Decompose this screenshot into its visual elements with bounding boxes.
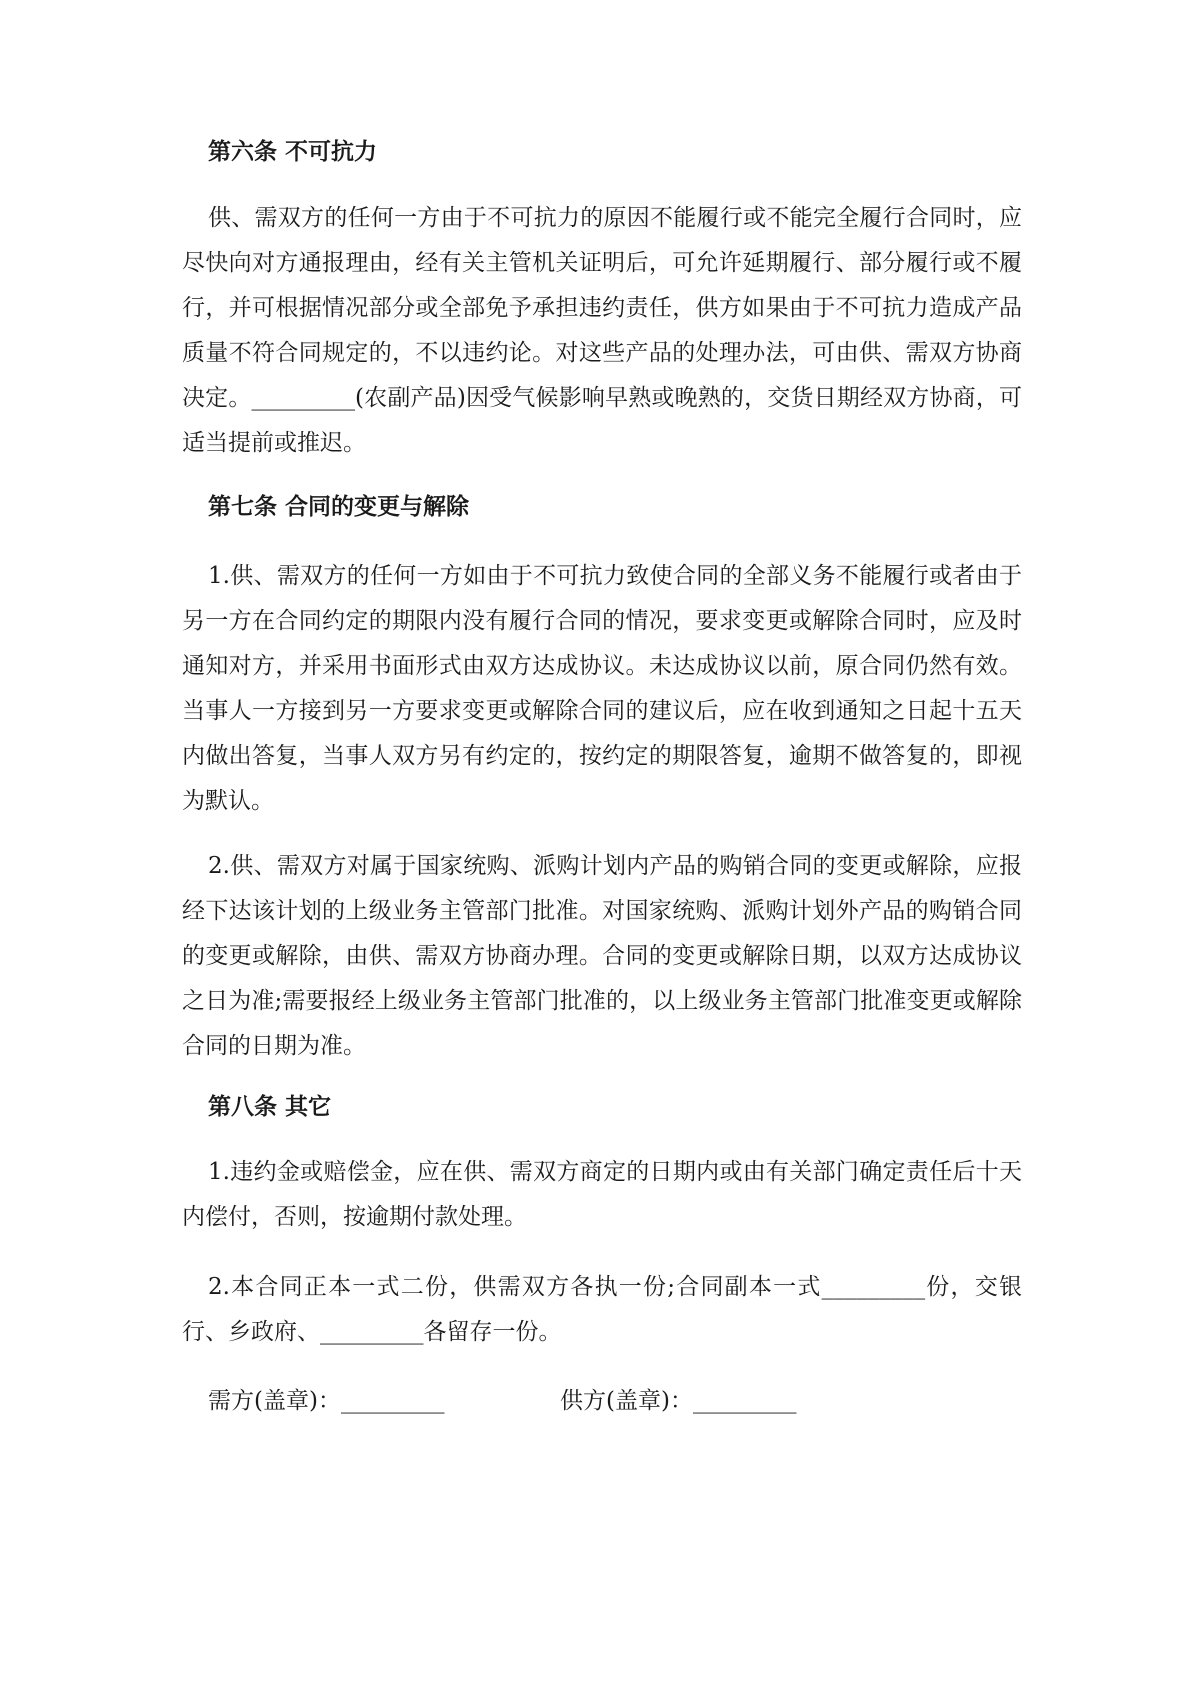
seller-signature: 供方(盖章)：_________ bbox=[560, 1388, 797, 1414]
article-6-paragraph: 供、需双方的任何一方由于不可抗力的原因不能履行或不能完全履行合同时，应尽快向对方通报理由，经有关主管机关证明后，可允许延期履行、部分履行或不履行，并可根据情况部分或全部免予承担违约责任，供方如果由于不可抗力造成产品质量不符合同规定的，不以违约论。对这些产品的处理办法，可由供、需双方协商决定。_________(农副产品)因受气候影响早熟或晚熟的，交货日期经双方协商，可适当提前或推迟。 bbox=[182, 205, 1022, 456]
article-7-paragraph-1: 1.供、需双方的任何一方如由于不可抗力致使合同的全部义务不能履行或者由于另一方在合同约定的期限内没有履行合同的情况，要求变更或解除合同时，应及时通知对方，并采用书面形式由双方达成协议。未达成协议以前，原合同仍然有效。当事人一方接到另一方要求变更或解除合同的建议后，应在收到通知之日起十五天内做出答复，当事人双方另有约定的，按约定的期限答复，逾期不做答复的，即视为默认。 bbox=[182, 563, 1022, 814]
article-7-paragraph-2: 2.供、需双方对属于国家统购、派购计划内产品的购销合同的变更或解除，应报经下达该计划的上级业务主管部门批准。对国家统购、派购计划外产品的购销合同的变更或解除，由供、需双方协商办理。合同的变更或解除日期，以双方达成协议之日为准;需要报经上级业务主管部门批准的，以上级业务主管部门批准变更或解除合同的日期为准。 bbox=[182, 853, 1022, 1059]
article-8-paragraph-1: 1.违约金或赔偿金，应在供、需双方商定的日期内或由有关部门确定责任后十天内偿付，否则，按逾期付款处理。 bbox=[182, 1159, 1022, 1230]
article-8-heading: 第八条 其它 bbox=[208, 1093, 332, 1120]
article-7-heading: 第七条 合同的变更与解除 bbox=[208, 493, 470, 520]
buyer-signature: 需方(盖章)：_________ bbox=[208, 1388, 445, 1414]
article-8-paragraph-2: 2.本合同正本一式二份，供需双方各执一份;合同副本一式_________份，交银行、乡政府、_________各留存一份。 bbox=[182, 1274, 1022, 1345]
article-6-heading: 第六条 不可抗力 bbox=[208, 138, 378, 165]
